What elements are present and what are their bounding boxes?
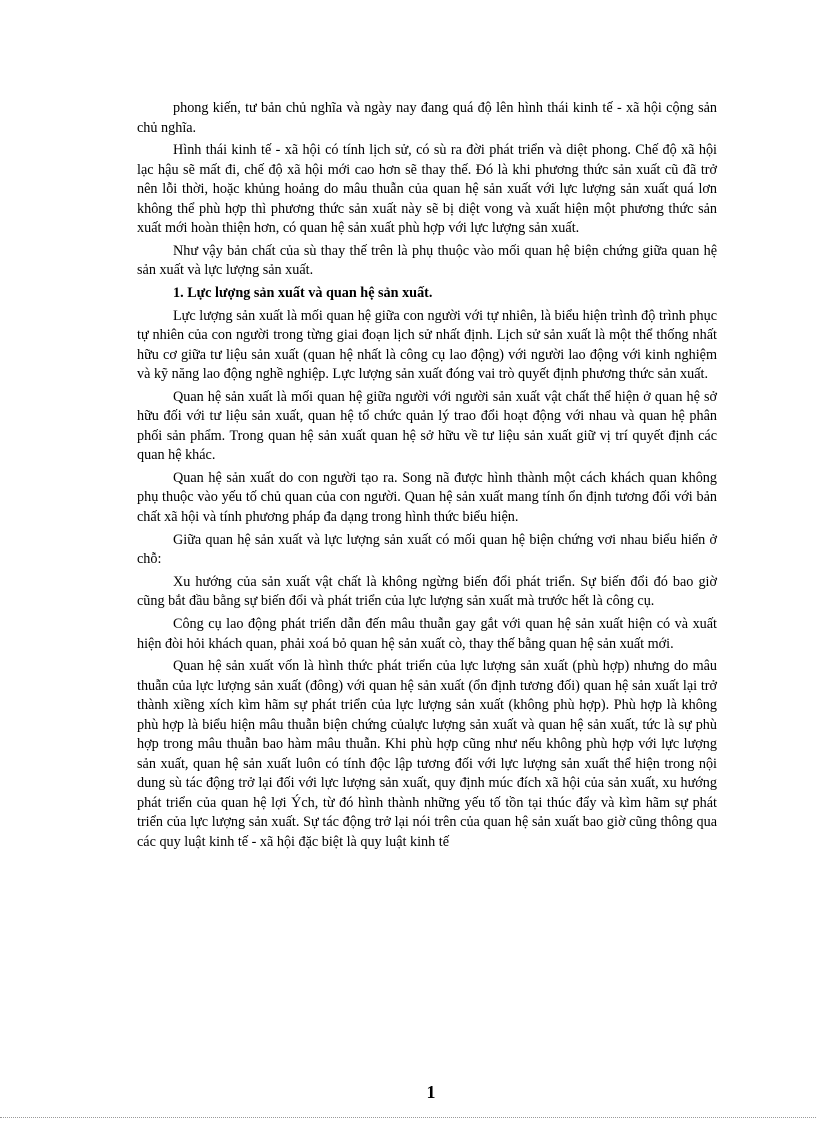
- document-body: [137, 99, 717, 855]
- section-paragraph-7: Quan hệ sản xuất vốn là hình thức phát triển của lực lượng sản xuất (phù hợp) nhưng do mâu thuẫn của lực lượng sản xuất (đông) với quan hệ sản xuất (ổn định tương đối) quan hệ sản xuất lại trở thành xiềng xích kìm hãm sự phát triển của lực lượng sản xuất (không phù hợp). Phù hợp là không phù hợp là biểu hiện mâu thuẫn biện chứng củalực lượng sản xuất và quan hệ sản xuất, tức là sự phù hợp trong mâu thuẫn bao hàm mâu thuẫn. Khi phù hợp cũng như nếu không phù hợp với lực lượng sản xuất, quan hệ sản xuất luôn có tính độc lập tương đối với lực lượng sản xuất thể hiện trong nội dung sù tác động trở lại đối với lực lượng sản xuất, quy định múc đích xã hội của sản xuất, xu hướng phát triển của quan hệ lợi Ých, từ đó hình thành những yếu tố tồn tại thúc đẩy và kìm hãm sự phát triển của lực lượng sản xuất. Sự tác động trở lại nói trên của quan hệ sản xuất bao giờ cũng thông qua các quy luật kinh tế - xã hội đặc biệt là quy luật kinh tế: [137, 658, 717, 850]
- section-heading: 1. Lực lượng sản xuất và quan hệ sản xuất.: [173, 285, 433, 302]
- page-divider: [0, 1117, 816, 1118]
- paragraph-3: Như vậy bản chất của sù thay thế trên là phụ thuộc vào mối quan hệ biện chứng giữa quan hệ sản xuất và lực lượng sản xuất.: [137, 242, 717, 279]
- section-paragraph-5: Xu hướng của sản xuất vật chất là không ngừng biến đổi phát triển. Sự biến đổi đó bao giờ cũng bắt đầu bằng sự biến đổi và phát triển của lực lượng sản xuất mà trước hết là công cụ.: [137, 573, 717, 610]
- section-paragraph-4: Giữa quan hệ sản xuất và lực lượng sản xuất có mối quan hệ biện chứng vơi nhau biểu hiển ở chỗ:: [137, 531, 717, 568]
- section-paragraph-2: Quan hệ sản xuất là mối quan hệ giữa người với người sản xuất vật chất thể hiện ở quan hệ sở hữu đối với tư liệu sản xuất, quan hệ tổ chức quản lý trao đổi hoạt động với nhau và quan hệ phân phối sản phẩm. Trong quan hệ sản xuất quan hệ sở hữu về tư liệu sản xuất giữ vị trí quyết định các quan hệ khác.: [137, 388, 717, 464]
- section-paragraph-3: Quan hệ sản xuất do con người tạo ra. Song nã được hình thành một cách khách quan không phụ thuộc vào yếu tố chủ quan của con người. Quan hệ sản xuất mang tính ổn định tương đối với bản chất xã hội và tính phương pháp đa dạng trong hình thức biểu hiện.: [137, 469, 717, 525]
- page-number: 1: [426, 1082, 436, 1102]
- paragraph-1: phong kiến, tư bản chủ nghĩa và ngày nay đang quá độ lên hình thái kinh tế - xã hội cộng sản chủ nghĩa.: [137, 100, 717, 136]
- section-paragraph-6: Công cụ lao động phát triển dẫn đến mâu thuẫn gay gắt với quan hệ sản xuất hiện có và xuất hiện đòi hỏi khách quan, phải xoá bỏ quan hệ sản xuất cò, thay thế bằng quan hệ sản xuất mới.: [137, 616, 717, 652]
- paragraph-2: Hình thái kinh tế - xã hội có tính lịch sử, có sù ra đời phát triển và diệt phong. Chế độ xã hội lạc hậu sẽ mất đi, chế độ xã hội mới cao hơn sẽ thay thế. Đó là khi phương thức sản xuất cũ đã trở nên lỗi thời, hoặc khủng hoảng do mâu thuẫn của quan hệ sản xuất với lực lượng sản xuất quá lơn không thể phù hợp thì phương thức sản xuất này sẽ bị diệt vong và xuất hiện một phương thức sản xuất mới hoàn thiện hơn, có quan hệ sản xuất phù hợp với lực lượng sản xuất.: [137, 142, 717, 237]
- section-paragraph-1: Lực lượng sản xuất là mối quan hệ giữa con người với tự nhiên, là biểu hiện trình độ trình phục tự nhiên của con người trong từng giai đoạn lịch sử nhất định. Lịch sử sản xuất là một thể thống nhất hữu cơ giữa tư liệu sản xuất (quan hệ nhất là công cụ lao động) với người lao động với kinh nghiệm và kỹ năng lao động nghề nghiệp. Lực lượng sản xuất đóng vai trò quyết định phương thức sản xuất.: [137, 307, 717, 383]
